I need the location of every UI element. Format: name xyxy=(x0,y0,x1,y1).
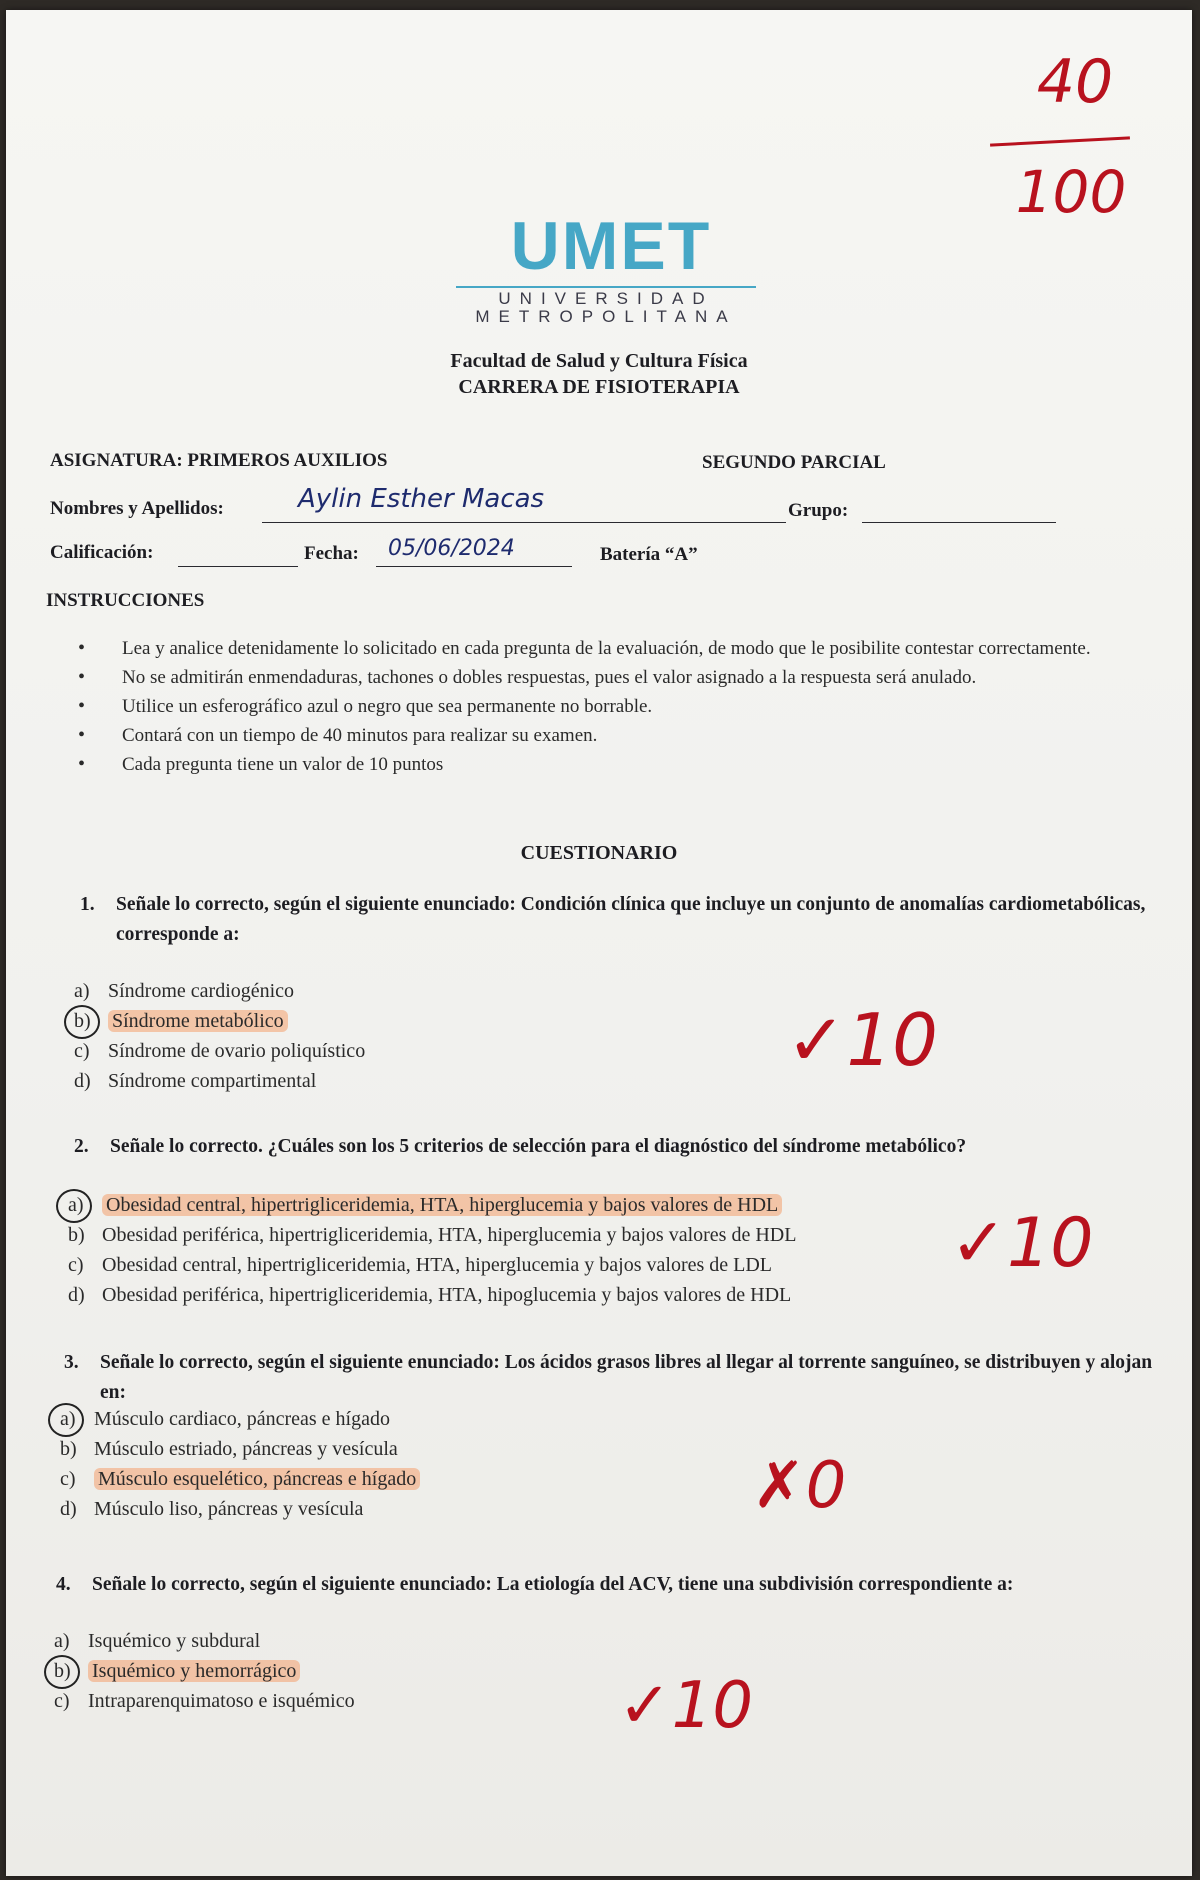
instruction-item: • Lea y analice detenidamente lo solicitado en cada pregunta de la evaluación, de modo que le posibilite contestar correctamente. xyxy=(78,637,1091,659)
option-3d: d) Músculo liso, páncreas y vesícula xyxy=(60,1498,364,1520)
instruction-item: • No se admitirán enmendaduras, tachones o dobles respuestas, pues el valor asignado a la respuesta será anulado. xyxy=(78,666,977,688)
option-2c: c) Obesidad central, hipertrigliceridemia, HTA, hiperglucemia y bajos valores de LDL xyxy=(68,1254,773,1276)
option-3a: a) Músculo cardiaco, páncreas e hígado xyxy=(60,1408,390,1430)
name-line xyxy=(262,522,786,523)
subject-label: ASIGNATURA: PRIMEROS AUXILIOS xyxy=(50,450,388,471)
logo-subtitle-1: UNIVERSIDAD xyxy=(498,289,714,308)
question-3-text: Señale lo correcto, según el siguiente enunciado: Los ácidos grasos libres al llegar al torrente sanguíneo, se distribuyen y alojan en: xyxy=(100,1352,1153,1403)
question-2-number: 2. xyxy=(74,1136,89,1157)
question-3-number: 3. xyxy=(64,1352,79,1373)
answer-circle-4b xyxy=(44,1655,80,1689)
option-1a: a) Síndrome cardiogénico xyxy=(74,980,295,1002)
option-2b: b) Obesidad periférica, hipertrigliceridemia, HTA, hiperglucemia y bajos valores de HDL xyxy=(68,1224,797,1246)
option-1b: b) Síndrome metabólico xyxy=(74,1006,365,1036)
option-4c: c) Intraparenquimatoso e isquémico xyxy=(54,1690,355,1712)
battery-label: Batería “A” xyxy=(600,544,698,565)
score-obtained: 40 xyxy=(1036,47,1114,117)
option-1c: c) Síndrome de ovario poliquístico xyxy=(74,1040,366,1062)
grade-mark-1: ✓10 xyxy=(786,998,938,1082)
grade-mark-3: ✗0 xyxy=(752,1449,847,1523)
grade-mark-2: ✓10 xyxy=(950,1204,1094,1283)
answer-circle-2a xyxy=(56,1189,92,1223)
university-logo: UMET xyxy=(510,208,712,284)
question-4-text: Señale lo correcto, según el siguiente enunciado: La etiología del ACV, tiene una subdivisión correspondiente a: xyxy=(92,1574,1014,1595)
group-line xyxy=(862,522,1056,523)
question-2-options xyxy=(68,1190,796,1310)
career-title: CARRERA DE FISIOTERAPIA xyxy=(458,376,740,398)
date-line xyxy=(376,566,572,567)
question-4-options xyxy=(54,1626,355,1716)
logo-subtitle-2: METROPOLITANA xyxy=(475,307,737,326)
group-label: Grupo: xyxy=(788,500,849,521)
grade-label: Calificación: xyxy=(50,542,154,563)
faculty-title: Facultad de Salud y Cultura Física xyxy=(450,350,748,372)
exam-sheet xyxy=(6,10,1192,1876)
exam-label: SEGUNDO PARCIAL xyxy=(702,452,886,473)
instruction-item: • Cada pregunta tiene un valor de 10 puntos xyxy=(78,753,444,775)
option-4b: b) Isquémico y hemorrágico xyxy=(54,1656,355,1686)
option-1d: d) Síndrome compartimental xyxy=(74,1070,317,1092)
date-value: 05/06/2024 xyxy=(388,536,515,561)
question-3-options xyxy=(60,1404,420,1524)
score-total: 100 xyxy=(1015,158,1127,226)
answer-circle-3a xyxy=(48,1403,84,1437)
instructions-list xyxy=(66,634,1166,779)
question-1-number: 1. xyxy=(80,894,95,915)
grade-line xyxy=(178,566,298,567)
question-4-number: 4. xyxy=(56,1574,71,1595)
grade-mark-4: ✓10 xyxy=(618,1669,754,1743)
question-1-options xyxy=(74,976,365,1096)
instructions-title: INSTRUCCIONES xyxy=(46,590,205,611)
option-3c: c) Músculo esquelético, páncreas e hígado xyxy=(60,1464,420,1494)
answer-circle-1b xyxy=(64,1005,100,1039)
logo-divider xyxy=(456,286,756,288)
score-fraction-line xyxy=(990,136,1130,146)
option-2a: a) Obesidad central, hipertrigliceridemia, HTA, hiperglucemia y bajos valores de HDL xyxy=(68,1190,796,1220)
question-2-text: Señale lo correcto. ¿Cuáles son los 5 criterios de selección para el diagnóstico del síndrome metabólico? xyxy=(110,1136,967,1157)
questionnaire-title: CUESTIONARIO xyxy=(520,842,678,864)
option-4a: a) Isquémico y subdural xyxy=(54,1630,261,1652)
instruction-item: • Contará con un tiempo de 40 minutos para realizar su examen. xyxy=(78,724,598,746)
question-1-text: Señale lo correcto, según el siguiente enunciado: Condición clínica que incluye un conjunto de anomalías cardiometabólicas, corresponde a: xyxy=(116,894,1146,945)
option-3b: b) Músculo estriado, páncreas y vesícula xyxy=(60,1438,398,1460)
date-label: Fecha: xyxy=(304,543,359,564)
option-2d: d) Obesidad periférica, hipertrigliceridemia, HTA, hipoglucemia y bajos valores de HDL xyxy=(68,1284,792,1306)
instruction-item: • Utilice un esferográfico azul o negro que sea permanente no borrable. xyxy=(78,695,653,717)
name-value: Aylin Esther Macas xyxy=(298,484,545,514)
name-label: Nombres y Apellidos: xyxy=(50,498,224,519)
